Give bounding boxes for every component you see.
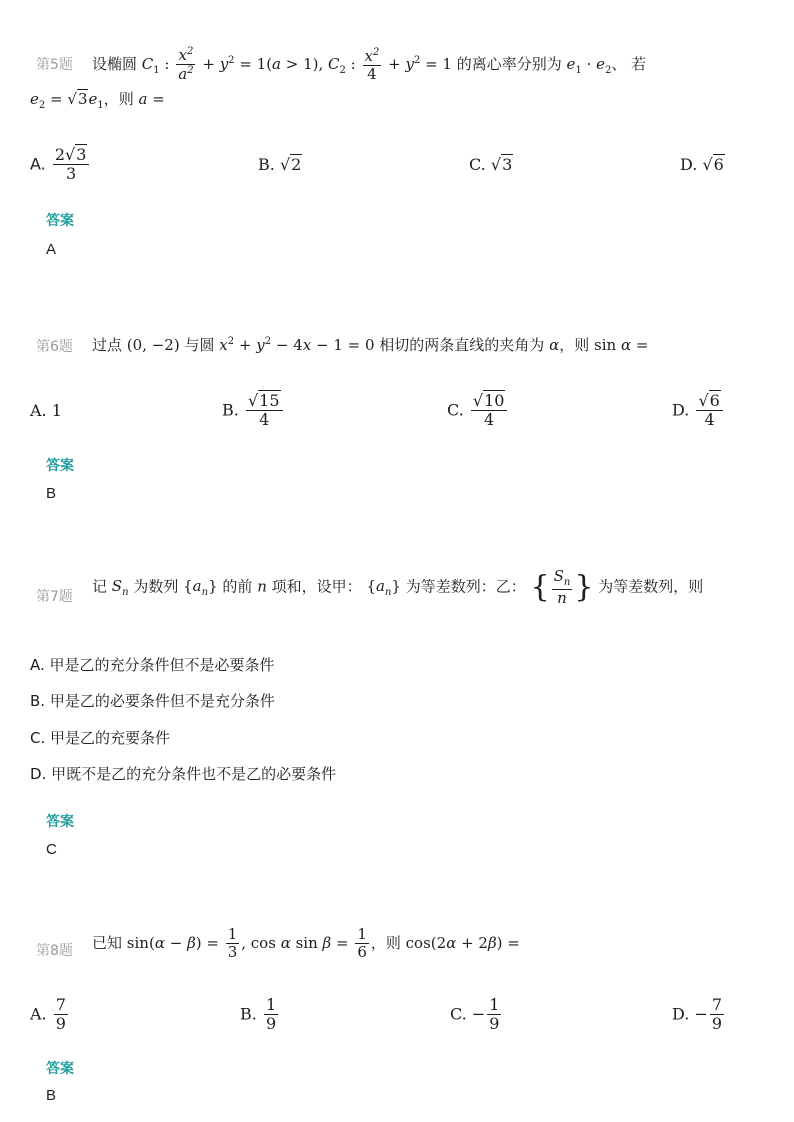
option-d[interactable]: D. $\frac{√6}{4}$ (672, 392, 725, 430)
option-d[interactable]: D. 甲既不是乙的充分条件也不是乙的必要条件 (30, 765, 337, 783)
answer-value: B (46, 1087, 57, 1104)
question-label: 第6题 (36, 339, 73, 355)
question-stem: 过点 (0, −2) 与圆 $x^2 + y^2 - 4x - 1 = 0$ 相切的两条直线的夹角为 α，则 sin α = (92, 336, 649, 354)
question-label: 第8题 (36, 943, 73, 959)
option-b[interactable]: B. √2 (258, 155, 302, 174)
question-label: 第5题 (36, 57, 73, 73)
option-d[interactable]: D. √6 (680, 155, 724, 174)
answer-value: B (46, 485, 57, 502)
answer-title: 答案 (46, 1061, 74, 1077)
option-c[interactable]: C. $\frac{√10}{4}$ (447, 392, 509, 430)
question-stem: 已知 sin(α − β) = $\frac{1}{3}$ , cos α sin β = $\frac{1}{6}$ ，则 cos(2α + 2β) = (92, 925, 520, 962)
question-stem: 设椭圆 $C_1$ : $\frac{x^2}{a^2}$ + $y^2 = 1(a > 1)$, $C_2$ : $\frac{x^2}{4}$ + $y^2 = 1$ 的离心率分别为 $e_1 \cdot e_2$、 若 (92, 46, 647, 84)
question-stem-line2: $e_2 = √3e_1$，则 a = (30, 90, 165, 111)
option-a[interactable]: A. 1 (30, 401, 62, 420)
question-label: 第7题 (36, 589, 73, 605)
question-stem: 记 $S_n$ 为数列 $\{a_n\}$ 的前 n 项和，设甲： $\{a_n\}$ 为等差数列：乙： { $\frac{S_n}{n}$ } 为等差数列，则 (92, 567, 704, 607)
option-c[interactable]: C. √3 (469, 155, 513, 174)
option-a[interactable]: A. $\frac{2√3}{3}$ (30, 146, 91, 184)
option-c[interactable]: C. − $\frac{1}{9}$ (450, 995, 500, 1034)
answer-title: 答案 (46, 814, 74, 830)
option-b[interactable]: B. $\frac{√15}{4}$ (222, 392, 285, 430)
option-b[interactable]: B. $\frac{1}{9}$ (240, 995, 277, 1034)
option-b[interactable]: B. 甲是乙的必要条件但不是充分条件 (30, 692, 275, 710)
option-a[interactable]: A. $\frac{7}{9}$ (30, 995, 66, 1034)
answer-value: A (46, 241, 57, 258)
option-a[interactable]: A. 甲是乙的充分条件但不是必要条件 (30, 656, 275, 674)
math-expression: $C_1$ : $\frac{x^2}{a^2}$ + $y^2 = 1(a > 1)$, $C_2$ : $\frac{x^2}{4}$ + $y^2 = 1$ (141, 46, 452, 84)
option-d[interactable]: D. − $\frac{7}{9}$ (672, 995, 723, 1034)
answer-title: 答案 (46, 458, 74, 474)
answer-title: 答案 (46, 213, 74, 229)
answer-value: C (46, 841, 57, 858)
option-c[interactable]: C. 甲是乙的充要条件 (30, 729, 171, 747)
